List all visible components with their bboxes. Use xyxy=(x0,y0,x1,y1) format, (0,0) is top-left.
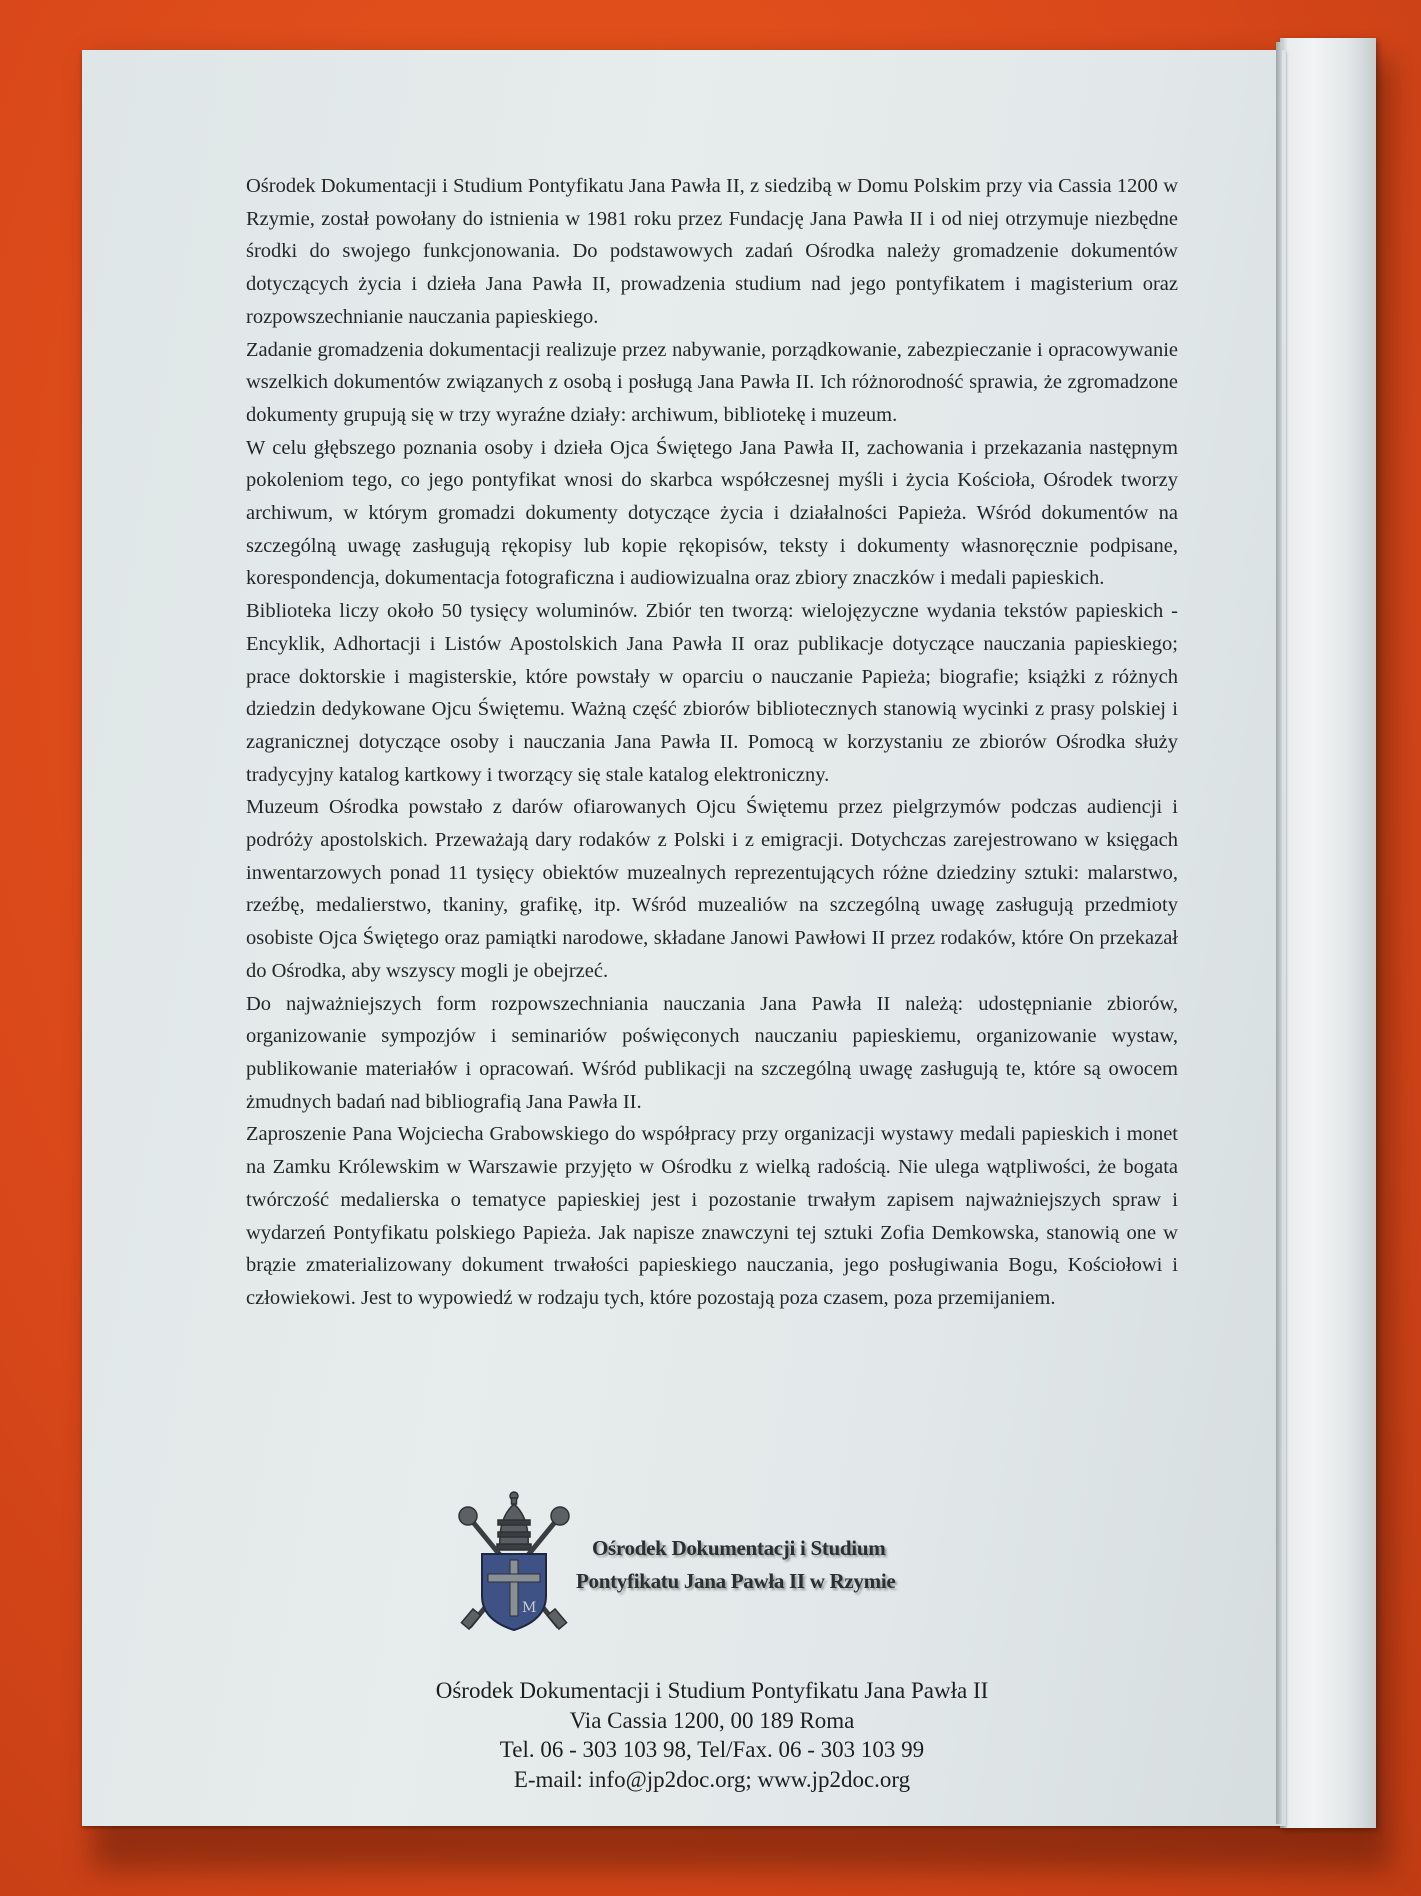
contact-address: Via Cassia 1200, 00 189 Roma xyxy=(569,1707,855,1733)
paragraph-documentation: Zadanie gromadzenia dokumentacji realizuje przez nabywanie, porządkowanie, zabezpieczanie i opracowywanie wszelkich dokumentów związanych z osobą i posługą Jana Pawła II. Ich różnorodność sprawia, że zgromadzone dokumenty grupują się w trzy wyraźne działy: archiwum, bibliotekę i muzeum. xyxy=(246,338,1178,426)
logo-line-2: Pontyfikatu Jana Pawła II w Rzymie xyxy=(576,1569,896,1593)
paragraph-archive: W celu głębszego poznania osoby i dzieła Ojca Świętego Jana Pawła II, zachowania i przekazania następnym pokoleniom tego, co jego pontyfikat wnosi do skarbca współczesnej myśli i życia Kościoła, Ośrodek tworzy archiwum, w którym gromadzi dokumenty dotyczące życia i działalności Papieża. Wśród dokumentów na szczególną uwagę zasługują rękopisy lub kopie rękopisów, teksty i dokumenty własnoręcznie podpisane, korespondencja, dokumentacja fotograficzna i audiowizualna oraz zbiory znaczków i medali papieskich. xyxy=(246,436,1178,590)
cover-body-text xyxy=(246,170,1178,1315)
logo-text xyxy=(576,1532,976,1598)
institution-logo xyxy=(450,1488,970,1638)
contact-info xyxy=(282,1676,1142,1794)
paragraph-intro: Ośrodek Dokumentacji i Studium Pontyfikatu Jana Pawła II, z siedzibą w Domu Polskim przy via Cassia 1200 w Rzymie, został powołany do istnienia w 1981 roku przez Fundację Jana Pawła II i od niej otrzymuje niezbędne środki do swojego funkcjonowania. Do podstawowych zadań Ośrodka należy gromadzenie dokumentów dotyczących życia i dzieła Jana Pawła II, prowadzenia studium nad jego pontyfikatem i magisterium oraz rozpowszechnianie nauczania papieskiego. xyxy=(246,175,1178,328)
papal-coat-of-arms-icon xyxy=(454,1488,574,1638)
paragraph-exhibition: Zaproszenie Pana Wojciecha Grabowskiego do współpracy przy organizacji wystawy medali papieskich i monet na Zamku Królewskim w Warszawie przyjęto w Ośrodku z wielką radością. Nie ulega wątpliwości, że bogata twórczość medalierska o tematyce papieskiej jest i pozostanie trwałym zapisem najważniejszych spraw i wydarzeń Pontyfikatu polskiego Papieża. Jak napisze znawczyni tej sztuki Zofia Demkowska, stanowią one w brązie zmaterializowany dokument trwałości papieskiego nauczania, jego posługiwania Bogu, Kościołowi i człowiekowi. Jest to wypowiedź w rodzaju tych, które pozostają poza czasem, poza przemijaniem. xyxy=(246,1123,1178,1309)
paragraph-museum: Muzeum Ośrodka powstało z darów ofiarowanych Ojcu Świętemu przez pielgrzymów podczas audiencji i podróży apostolskich. Przeważają dary rodaków z Polski i z emigracji. Dotychczas zarejestrowano w księgach inwentarzowych ponad 11 tysięcy obiektów muzealnych reprezentujących różne dziedziny sztuki: malarstwo, rzeźbę, medalierstwo, tkaniny, grafikę, itp. Wśród muzealiów na szczególną uwagę zasługują przedmioty osobiste Ojca Świętego oraz pamiątki narodowe, składane Janowi Pawłowi II przez rodaków, które On przekazał do Ośrodka, aby wszyscy mogli je obejrzeć. xyxy=(246,796,1178,982)
contact-email-web: E-mail: info@jp2doc.org; www.jp2doc.org xyxy=(513,1766,911,1792)
logo-line-1: Ośrodek Dokumentacji i Studium xyxy=(592,1536,886,1560)
book-spine xyxy=(1280,38,1376,1828)
paragraph-dissemination: Do najważniejszych form rozpowszechniania nauczania Jana Pawła II należą: udostępnianie zbiorów, organizowanie sympozjów i seminariów poświęconych nauczaniu papieskiemu, organizowanie wystaw, publikowanie materiałów i opracowań. Wśród publikacji na szczególną uwagę zasługują te, które są owocem żmudnych badań nad bibliografią Jana Pawła II. xyxy=(246,992,1178,1113)
contact-name: Ośrodek Dokumentacji i Studium Pontyfikatu Jana Pawła II xyxy=(435,1678,989,1703)
spine-edge xyxy=(1276,42,1282,1824)
svg-text:M: M xyxy=(522,1600,537,1616)
paragraph-library: Biblioteka liczy około 50 tysięcy woluminów. Zbiór ten tworzą: wielojęzyczne wydania tekstów papieskich - Encyklik, Adhortacji i Listów Apostolskich Jana Pawła II oraz publikacje dotyczące nauczania papieskiego; prace doktorskie i magisterskie, które powstały w oparciu o nauczanie Papieża; biografie; książki z różnych dziedzin dedykowane Ojcu Świętemu. Ważną część zbiorów bibliotecznych stanowią wycinki z prasy polskiej i zagranicznej dotyczące osoby i nauczania Jana Pawła II. Pomocą w korzystaniu ze zbiorów Ośrodka służy tradycyjny katalog kartkowy i tworzący się stale katalog elektroniczny. xyxy=(246,600,1178,786)
contact-phone: Tel. 06 - 303 103 98, Tel/Fax. 06 - 303 103 99 xyxy=(499,1737,925,1762)
